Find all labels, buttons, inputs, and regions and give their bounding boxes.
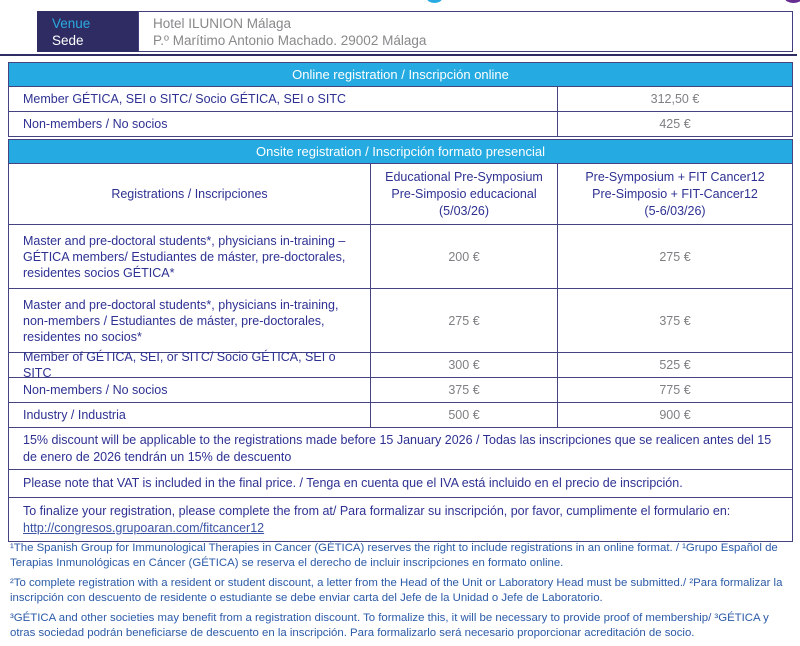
row-students-nonmembers-label: Master and pre-doctoral students*, physicians in-training, non-members / Estudiantes de máster, pre-doctorales, residentes no socios* <box>23 297 339 344</box>
table-row <box>9 402 792 427</box>
footnote-3: ³GÉTICA and other societies may benefit from a registration discount. To formalize this, it will be necessary to provide proof of membership/ ³GÉTICA y otras sociedad podrán beneficiarse de descuento en la inscripción. Para formalizarlo será necesario proporcionar acreditación de socio. <box>10 612 769 639</box>
venue-section <box>0 11 800 56</box>
column-header-fitcancer-line3: (5-6/03/26) <box>644 203 706 218</box>
vat-note: Please note that VAT is included in the final price. / Tenga en cuenta que el IVA está incluido en el precio de inscripción. <box>23 476 683 490</box>
venue-divider-line <box>0 54 797 56</box>
row-member-label: Member of GÉTICA, SEI, or SITC/ Socio GÉTICA, SEI o SITC <box>23 350 336 380</box>
row-students-members-price1: 200 € <box>370 225 557 288</box>
online-registration-table <box>8 62 793 137</box>
finalize-note <box>9 498 792 541</box>
venue-address: P.º Marítimo Antonio Machado. 29002 Málaga <box>153 33 427 48</box>
venue-info-box <box>138 11 793 52</box>
row-member-price2: 525 € <box>557 353 792 377</box>
onsite-registration-table <box>8 139 793 542</box>
online-row-member-price: 312,50 € <box>557 87 792 111</box>
venue-label-box <box>37 11 138 52</box>
purple-dot-decoration <box>785 0 800 3</box>
row-students-members-price2: 275 € <box>557 225 792 288</box>
footnote-2: ²To complete registration with a resident or student discount, a letter from the Head of the Unit or Laboratory Head must be submitted./ ²Para formalizar la inscripción con descuento de residente o estudiante se debe enviar carta del Jefe de la Unidad o Jefe de Laboratorio. <box>10 577 783 604</box>
table-row <box>9 497 792 541</box>
row-nonmembers-price2: 775 € <box>557 378 792 402</box>
column-header-presymposium-line1: Educational Pre-Symposium <box>385 169 543 184</box>
online-row-member-label: Member GÉTICA, SEI o SITC/ Socio GÉTICA, SEI o SITC <box>23 92 346 106</box>
online-row-nonmember-label: Non-members / No socios <box>23 117 168 131</box>
finalize-note-text: To finalize your registration, please complete the from at/ Para formalizar su inscripción, por favor, cumplimente el formulario en: <box>23 503 731 518</box>
venue-label-es: Sede <box>52 33 84 48</box>
table-row <box>9 350 792 380</box>
column-header-row <box>9 163 792 224</box>
column-header-presymposium-line3: (5/03/26) <box>438 203 490 218</box>
column-header-presymposium-fitcancer <box>557 164 792 224</box>
table-row <box>9 224 792 288</box>
row-students-nonmembers-price2: 375 € <box>557 289 792 352</box>
table-row <box>9 469 792 497</box>
row-nonmembers-label: Non-members / No socios <box>23 383 168 397</box>
row-industry-price1: 500 € <box>370 403 557 427</box>
venue-hotel-name: Hotel ILUNION Málaga <box>153 16 292 31</box>
column-header-presymposium <box>370 164 557 224</box>
row-industry-price2: 900 € <box>557 403 792 427</box>
onsite-registration-header: Onsite registration / Inscripción formato presencial <box>9 140 792 163</box>
row-students-members-label: Master and pre-doctoral students*, physicians in-training – GÉTICA members/ Estudiantes de máster, pre-doctorales, residentes socios GÉTICA* <box>23 233 346 280</box>
column-header-fitcancer-line2: Pre-Simposio + FIT-Cancer12 <box>592 186 758 201</box>
table-row <box>9 86 792 111</box>
column-header-fitcancer-line1: Pre-Symposium + FIT Cancer12 <box>585 169 765 184</box>
online-row-nonmember-price: 425 € <box>557 112 792 136</box>
table-row <box>9 111 792 136</box>
table-row <box>9 377 792 402</box>
footnotes-section <box>10 541 792 646</box>
table-row <box>9 288 792 352</box>
row-industry-label: Industry / Industria <box>23 408 126 422</box>
column-header-registrations: Registrations / Inscripciones <box>111 186 268 201</box>
table-row <box>9 427 792 469</box>
online-registration-header: Online registration / Inscripción online <box>9 63 792 86</box>
column-header-presymposium-line2: Pre-Simposio educacional <box>391 186 537 201</box>
row-students-nonmembers-price1: 275 € <box>370 289 557 352</box>
registration-link[interactable]: http://congresos.grupoaran.com/fitcancer12 <box>23 520 265 535</box>
footnote-1: ¹The Spanish Group for Immunological Therapies in Cancer (GÉTICA) reserves the right to include registrations in an online format. / ¹Grupo Español de Terapias Inmunológicas en Cáncer (GÉTICA) se reserva el derecho de incluir inscripciones en formato online. <box>10 542 778 569</box>
venue-label-en: Venue <box>52 16 91 31</box>
discount-note: 15% discount will be applicable to the registrations made before 15 January 2026 / Todas las inscripciones que se realicen antes del 15 de enero de 2026 tendrán un 15% de descuento <box>23 432 772 464</box>
row-nonmembers-price1: 375 € <box>370 378 557 402</box>
cyan-dot-decoration <box>427 0 442 3</box>
row-member-price1: 300 € <box>370 353 557 377</box>
